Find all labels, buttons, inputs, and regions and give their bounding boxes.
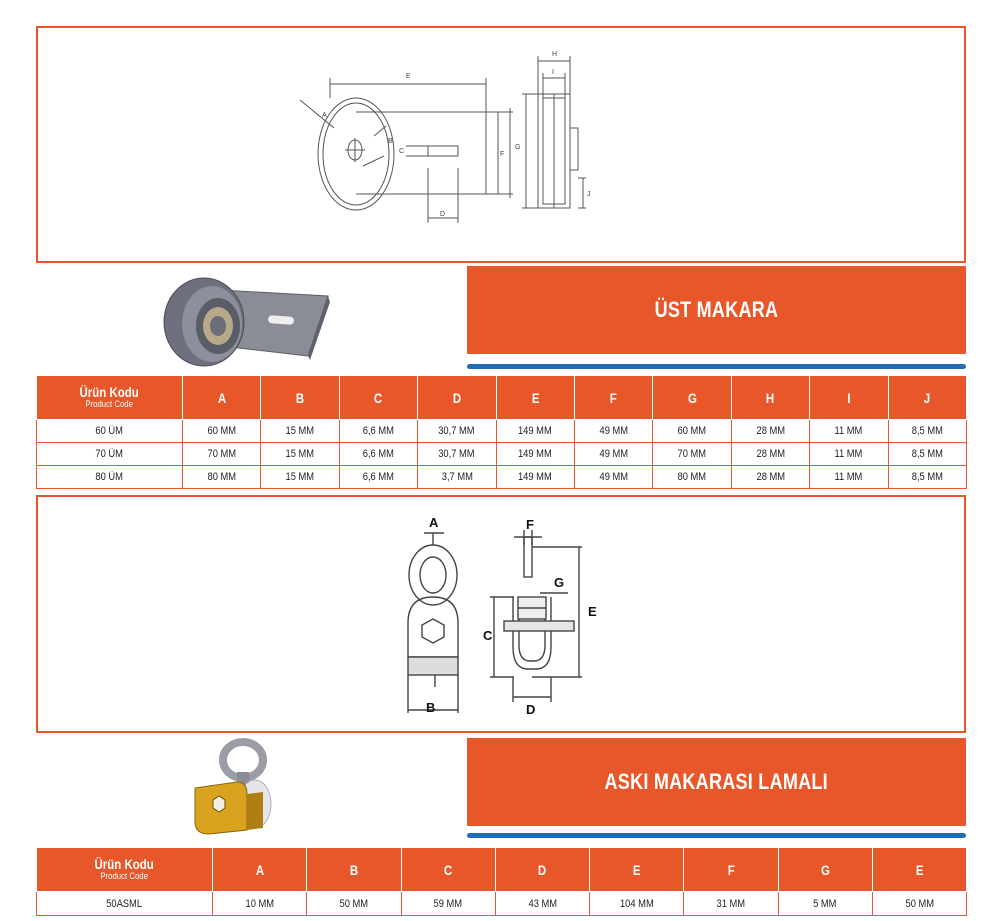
asml-label-g: G bbox=[554, 575, 565, 590]
ust-makara-product-image bbox=[160, 268, 335, 368]
value-cell: 11 MM bbox=[810, 466, 888, 489]
value-cell: 15 MM bbox=[261, 466, 339, 489]
value-cell: 149 MM bbox=[496, 420, 574, 443]
value-cell: 31 MM bbox=[684, 892, 778, 916]
value-cell: 28 MM bbox=[731, 466, 809, 489]
value-cell: 6,6 MM bbox=[339, 466, 417, 489]
product-code-cell: 60 ÜM bbox=[37, 420, 183, 443]
value-cell: 104 MM bbox=[590, 892, 684, 916]
header2-col-e2: E bbox=[872, 848, 966, 892]
value-cell: 49 MM bbox=[574, 443, 652, 466]
spec-table-ust-makara bbox=[36, 375, 967, 489]
value-cell: 15 MM bbox=[261, 420, 339, 443]
value-cell: 6,6 MM bbox=[339, 443, 417, 466]
header-col-g: G bbox=[653, 376, 731, 420]
header2-col-e: E bbox=[590, 848, 684, 892]
drawing-frame-aski-makarasi bbox=[36, 495, 966, 733]
header2-col-g: G bbox=[778, 848, 872, 892]
value-cell: 10 MM bbox=[213, 892, 307, 916]
header-col-e: E bbox=[496, 376, 574, 420]
banner-ust-makara bbox=[467, 266, 966, 354]
header-col-c: C bbox=[339, 376, 417, 420]
value-cell: 28 MM bbox=[731, 420, 809, 443]
dim-label-f: F bbox=[500, 151, 505, 158]
value-cell: 149 MM bbox=[496, 443, 574, 466]
value-cell: 8,5 MM bbox=[888, 420, 966, 443]
value-cell: 11 MM bbox=[810, 443, 888, 466]
header-product-code: Ürün Kodu Product Code bbox=[37, 376, 183, 420]
header-col-i: I bbox=[810, 376, 888, 420]
asml-label-e: E bbox=[588, 604, 597, 619]
spec-table-aski-makarasi bbox=[36, 847, 967, 916]
asml-label-c: C bbox=[483, 628, 493, 643]
value-cell: 5 MM bbox=[778, 892, 872, 916]
value-cell: 59 MM bbox=[401, 892, 495, 916]
table-row bbox=[37, 466, 967, 489]
dim-label-g: G bbox=[515, 144, 521, 151]
header2-col-c: C bbox=[401, 848, 495, 892]
value-cell: 49 MM bbox=[574, 466, 652, 489]
table-row bbox=[37, 892, 967, 916]
asml-label-d: D bbox=[526, 702, 536, 717]
product-code-cell: 70 ÜM bbox=[37, 443, 183, 466]
value-cell: 149 MM bbox=[496, 466, 574, 489]
header-col-j: J bbox=[888, 376, 966, 420]
dim-label-a: A bbox=[322, 112, 327, 119]
blue-divider-1 bbox=[467, 364, 966, 369]
value-cell: 30,7 MM bbox=[418, 443, 496, 466]
value-cell: 70 MM bbox=[653, 443, 731, 466]
table-row bbox=[37, 420, 967, 443]
value-cell: 8,5 MM bbox=[888, 466, 966, 489]
header-product-code-2: Ürün Kodu Product Code bbox=[37, 848, 213, 892]
value-cell: 3,7 MM bbox=[418, 466, 496, 489]
header2-col-f: F bbox=[684, 848, 778, 892]
dim-label-d: D bbox=[440, 211, 446, 218]
value-cell: 80 MM bbox=[183, 466, 261, 489]
value-cell: 60 MM bbox=[183, 420, 261, 443]
value-cell: 49 MM bbox=[574, 420, 652, 443]
asml-label-a: A bbox=[429, 515, 439, 530]
aski-makarasi-technical-drawing bbox=[38, 497, 964, 731]
header-col-f: F bbox=[574, 376, 652, 420]
aski-makarasi-product-image bbox=[185, 738, 285, 838]
asml-label-b: B bbox=[426, 700, 436, 715]
header-col-a: A bbox=[183, 376, 261, 420]
dim-label-c: C bbox=[399, 148, 405, 155]
blue-divider-2 bbox=[467, 833, 966, 838]
value-cell: 30,7 MM bbox=[418, 420, 496, 443]
value-cell: 6,6 MM bbox=[339, 420, 417, 443]
value-cell: 50 MM bbox=[872, 892, 966, 916]
value-cell: 80 MM bbox=[653, 466, 731, 489]
header-col-h: H bbox=[731, 376, 809, 420]
header-col-b: B bbox=[261, 376, 339, 420]
table-row bbox=[37, 443, 967, 466]
value-cell: 15 MM bbox=[261, 443, 339, 466]
dim-label-h: H bbox=[552, 51, 558, 58]
section-title-ust-makara: ÜST MAKARA bbox=[654, 297, 779, 322]
value-cell: 70 MM bbox=[183, 443, 261, 466]
value-cell: 60 MM bbox=[653, 420, 731, 443]
ust-makara-technical-drawing bbox=[38, 28, 964, 261]
value-cell: 43 MM bbox=[495, 892, 589, 916]
value-cell: 28 MM bbox=[731, 443, 809, 466]
product-code-cell: 50ASML bbox=[37, 892, 213, 916]
dim-label-j: J bbox=[587, 191, 591, 198]
drawing-frame-ust-makara bbox=[36, 26, 966, 263]
header2-col-b: B bbox=[307, 848, 401, 892]
product-code-cell: 80 ÜM bbox=[37, 466, 183, 489]
value-cell: 11 MM bbox=[810, 420, 888, 443]
dim-label-b: B bbox=[388, 138, 393, 145]
header2-col-d: D bbox=[495, 848, 589, 892]
section-title-aski-makarasi: ASKI MAKARASI LAMALI bbox=[604, 769, 829, 794]
dim-label-e: E bbox=[406, 73, 411, 80]
asml-label-f: F bbox=[526, 517, 534, 532]
banner-aski-makarasi bbox=[467, 738, 966, 826]
value-cell: 50 MM bbox=[307, 892, 401, 916]
header2-col-a: A bbox=[213, 848, 307, 892]
header-col-d: D bbox=[418, 376, 496, 420]
dim-label-i: I bbox=[552, 69, 554, 76]
value-cell: 8,5 MM bbox=[888, 443, 966, 466]
